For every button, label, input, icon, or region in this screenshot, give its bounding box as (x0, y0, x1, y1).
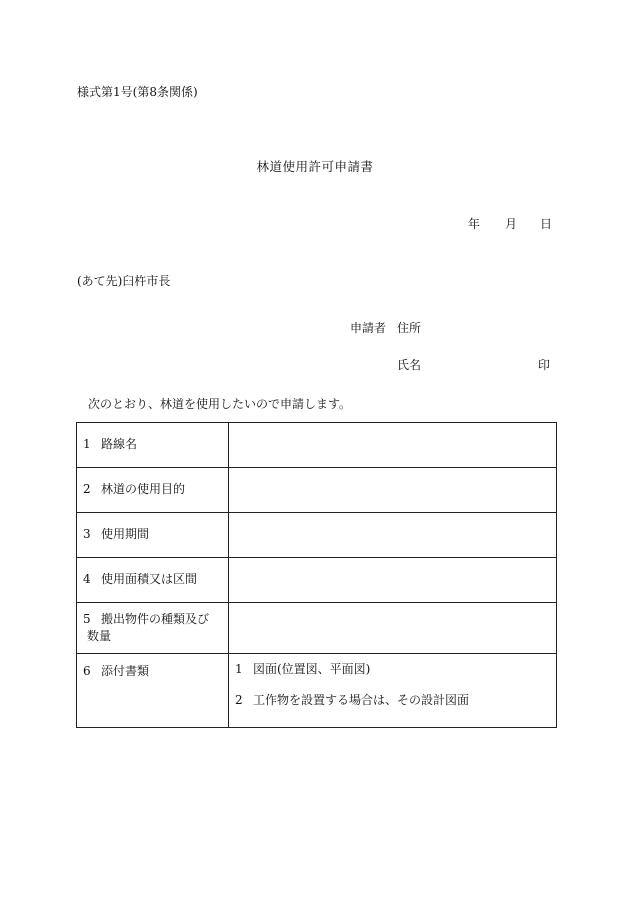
items-field[interactable] (229, 603, 557, 654)
row-label-cell (77, 558, 229, 603)
applicant-label: 申請者 (350, 321, 387, 335)
row-number: 1 (83, 437, 91, 452)
row-number: 4 (83, 572, 91, 587)
attachment-number: 2 (235, 693, 243, 707)
attachment-text: 工作物を設置する場合は、その設計図面 (253, 693, 470, 707)
seal-label: 印 (538, 358, 551, 372)
route-name-field[interactable] (229, 423, 557, 468)
page-title: 林道使用許可申請書 (256, 159, 374, 174)
row-number: 2 (83, 482, 91, 497)
name-label: 氏名 (397, 358, 422, 372)
attachment-number: 1 (235, 662, 243, 676)
row-label-continued: 数量 (87, 629, 112, 643)
form-number: 様式第1号(第8条関係) (77, 85, 198, 99)
row-label: 添付書類 (101, 664, 150, 678)
purpose-field[interactable] (229, 468, 557, 513)
row-label: 使用面積又は区間 (101, 572, 198, 587)
table-row (77, 558, 557, 603)
date-year-label: 年 (468, 217, 481, 231)
addressee: (あて先)臼杵市長 (77, 274, 171, 288)
table-row (77, 513, 557, 558)
period-field[interactable] (229, 513, 557, 558)
attachment-text: 図面(位置図、平面図) (253, 662, 371, 676)
intro-text: 次のとおり、林道を使用したいので申請します。 (88, 397, 352, 411)
row-label: 路線名 (101, 437, 138, 452)
row-label: 搬出物件の種類及び (101, 611, 210, 626)
date-month-label: 月 (505, 217, 518, 231)
table-row (77, 423, 557, 468)
row-label-cell (77, 654, 229, 728)
table-row (77, 468, 557, 513)
application-table (76, 422, 557, 728)
row-label-cell (77, 468, 229, 513)
row-label-cell (77, 513, 229, 558)
row-number: 3 (83, 527, 91, 542)
row-number: 6 (83, 664, 91, 678)
row-label: 使用期間 (101, 527, 150, 542)
address-label: 住所 (397, 321, 422, 335)
table-row (77, 654, 557, 728)
date-day-label: 日 (540, 217, 553, 231)
row-label: 林道の使用目的 (101, 482, 186, 497)
attachment-item (235, 663, 556, 675)
table-row (77, 603, 557, 654)
area-field[interactable] (229, 558, 557, 603)
row-number: 5 (83, 611, 91, 626)
attachment-item (235, 694, 556, 706)
row-label-cell (77, 423, 229, 468)
row-label-cell (77, 603, 229, 654)
attachments-cell (229, 654, 557, 728)
